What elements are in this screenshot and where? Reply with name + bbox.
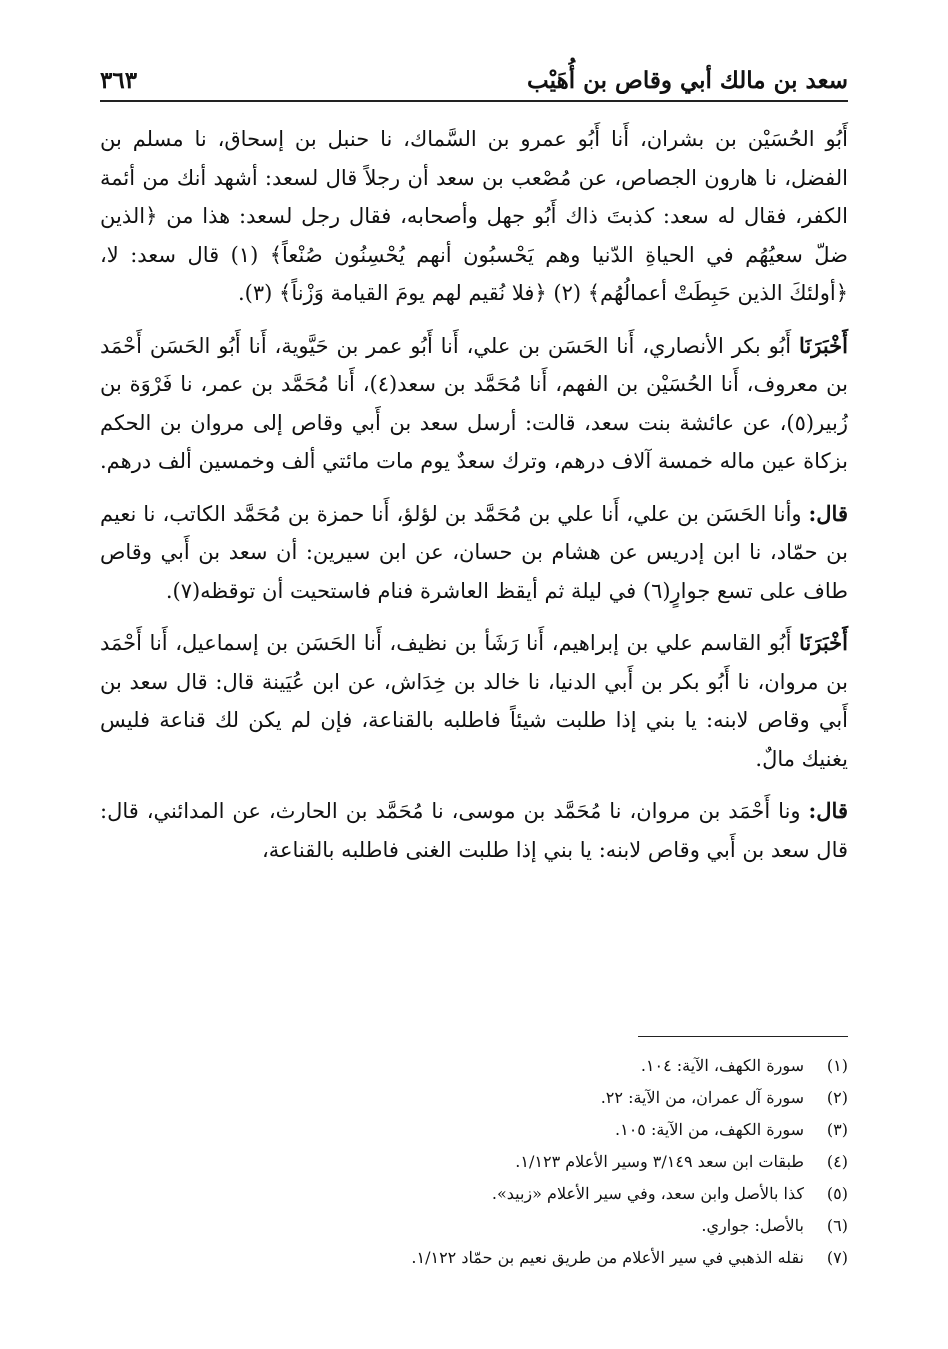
footnote-item <box>100 1146 848 1178</box>
footnote-number: (١) <box>826 1056 848 1075</box>
footnote-item <box>100 1178 848 1210</box>
page-number: ٣٦٣ <box>100 67 138 94</box>
paragraph-text: أَبُو الحُسَيْن بن بشران، أَنا أَبُو عمرو بن السَّماك، نا حنبل بن إسحاق، نا مسلم بن الفضل، نا هارون الجصاص، عن مُصْعب بن سعد أن رجلاً قال لسعد: أشهد أنك من أئمة الكفر، فقال له سعد: كذبتَ ذاك أَبُو جهل وأصحابه، فقال رجل لسعد: هذا من ﴿الذين ضلّ سعيُهُم في الحياةِ الدّنيا وهم يَحْسبُون أنهم يُحْسِنُون صُنْعاً﴾ (١) قال سعد: لا، ﴿أولئكَ الذين حَبِطَتْ أعمالُهُم﴾ (٢) ﴿فلا نُقيم لهم يومَ القيامة وَزْناً﴾ (٣). <box>100 127 848 305</box>
footnote-number: (٣) <box>826 1120 848 1139</box>
footnote-text: كذا بالأصل وابن سعد، وفي سير الأعلام «زبيد». <box>491 1184 804 1203</box>
page-header <box>100 50 848 102</box>
footnotes-list <box>100 1050 848 1274</box>
paragraph-lead: قال: <box>808 500 848 526</box>
paragraph-2 <box>100 327 848 481</box>
footnote-divider <box>638 1036 848 1037</box>
paragraph-lead: أَخْبَرَنَا <box>799 630 848 655</box>
main-text <box>100 120 848 883</box>
paragraph-1 <box>100 120 848 313</box>
footnote-item <box>100 1242 848 1274</box>
paragraph-lead: قال: <box>808 798 848 823</box>
paragraph-3 <box>100 495 848 611</box>
footnote-text: سورة آل عمران، من الآية: ٢٢. <box>600 1088 804 1107</box>
footnote-number: (٤) <box>826 1152 848 1171</box>
footnote-number: (٥) <box>826 1184 848 1203</box>
footnote-item <box>100 1114 848 1146</box>
footnote-number: (٢) <box>826 1088 848 1107</box>
footnote-item <box>100 1082 848 1114</box>
footnote-text: طبقات ابن سعد ٣/١٤٩ وسير الأعلام ١/١٢٣. <box>515 1152 804 1171</box>
footnote-item <box>100 1210 848 1242</box>
footnote-text: سورة الكهف، الآية: ١٠٤. <box>640 1056 804 1075</box>
running-title: سعد بن مالك أبي وقاص بن أُهَيْب <box>527 67 848 94</box>
paragraph-5 <box>100 792 848 869</box>
paragraph-text: أَبُو القاسم علي بن إبراهيم، أَنا رَشَأ بن نظيف، أَنا الحَسَن بن إسماعيل، أَنا أَحْمَد بن مروان، نا أَبُو بكر بن أَبي الدنيا، نا خالد بن خِدَاش، عن ابن عُيَينة قال: قال سعد بن أَبي وقاص لابنه: يا بني إذا طلبت شيئاً فاطلبه بالقناعة، فإن لم يكن لك قناعة فليس يغنيك مالٌ. <box>100 631 848 771</box>
paragraph-text: وأنا الحَسَن بن علي، أَنا علي بن مُحَمَّد بن لؤلؤ، أَنا حمزة بن مُحَمَّد الكاتب، نا نعيم بن حمّاد، نا ابن إدريس عن هشام بن حسان، عن ابن سيرين: أن سعد بن أَبي وقاص طاف على تسع جوارٍ(٦) في ليلة ثم أيقظ العاشرة فنام فاستحيت أن توقظه(٧). <box>100 501 848 603</box>
paragraph-lead: أَخْبَرَنَا <box>799 332 848 358</box>
footnote-item <box>100 1050 848 1082</box>
paragraph-text: أَبُو بكر الأنصاري، أَنا الحَسَن بن علي، أَنا أَبُو عمر بن حَيَّوية، أَنا أَبُو الحَسَن أَحْمَد بن معروف، أَنا الحُسَيْن بن الفهم، أَنا مُحَمَّد بن سعد(٤)، أَنا مُحَمَّد بن عمر، نا فَرْوَة بن زُبير(٥)، عن عائشة بنت سعد، قالت: أرسل سعد بن أَبي وقاص إلى مروان بن الحكم بزكاة عين ماله خمسة آلاف درهم، وترك سعدٌ يوم مات مائتي ألف وخمسين ألف درهم. <box>99 333 848 473</box>
footnote-text: نقله الذهبي في سير الأعلام من طريق نعيم بن حمّاد ١/١٢٢. <box>411 1248 804 1267</box>
paragraph-text: ونا أَحْمَد بن مروان، نا مُحَمَّد بن موسى، نا مُحَمَّد بن الحارث، عن المدائني، قال: قال سعد بن أَبي وقاص لابنه: يا بني إذا طلبت الغنى فاطلبه بالقناعة، <box>100 799 848 862</box>
paragraph-4 <box>100 624 848 778</box>
footnote-text: سورة الكهف، من الآية: ١٠٥. <box>615 1120 804 1139</box>
footnote-text: بالأصل: جواري. <box>701 1216 804 1235</box>
footnote-number: (٦) <box>826 1216 848 1235</box>
footnote-number: (٧) <box>826 1248 848 1267</box>
